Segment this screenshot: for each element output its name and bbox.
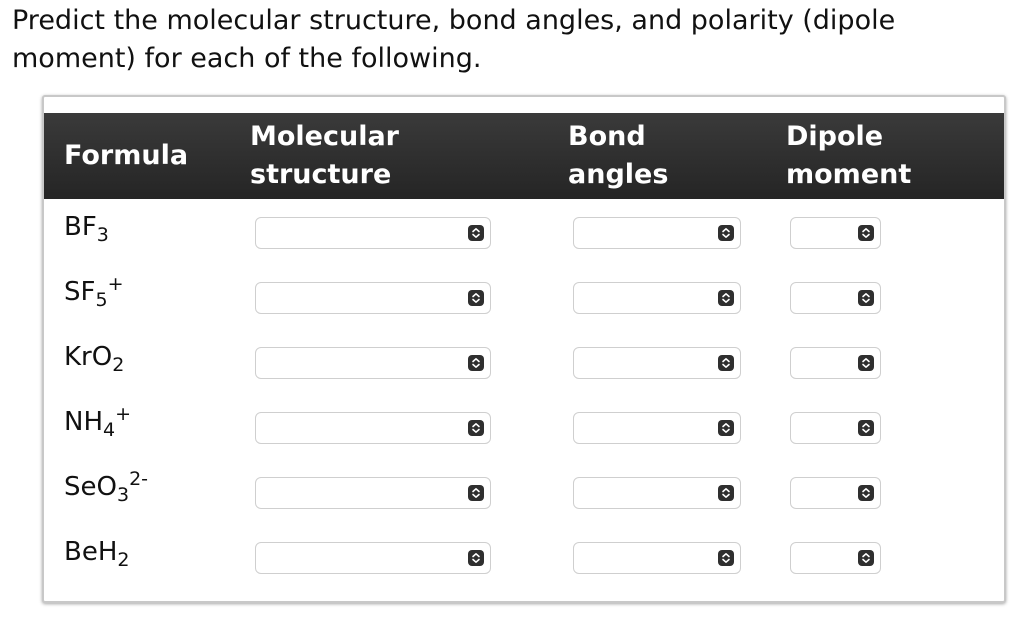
- formula-cell: [64, 333, 124, 381]
- up-down-chevron-icon: [718, 420, 734, 436]
- table-row: [44, 333, 1004, 398]
- formula-superscript: 2-: [129, 468, 149, 490]
- table-row: [44, 463, 1004, 528]
- header-dipole-line-1: Dipole: [786, 121, 884, 152]
- up-down-chevron-icon: [718, 290, 734, 306]
- table-row: [44, 268, 1004, 333]
- formula-cell: [64, 528, 129, 576]
- up-down-chevron-icon: [468, 485, 484, 501]
- header-molecular-structure: [250, 118, 399, 194]
- bond-angles-select[interactable]: [573, 347, 741, 379]
- formula-base: BeH: [64, 537, 118, 567]
- formula-subscript: 3: [96, 224, 109, 246]
- up-down-chevron-icon: [468, 420, 484, 436]
- dipole-moment-select[interactable]: [790, 282, 881, 314]
- molecular-structure-select[interactable]: [255, 217, 491, 249]
- formula-superscript: +: [107, 273, 124, 295]
- formula-base: SeO: [64, 472, 117, 502]
- up-down-chevron-icon: [858, 485, 874, 501]
- up-down-chevron-icon: [468, 550, 484, 566]
- up-down-chevron-icon: [858, 290, 874, 306]
- formula-subscript: 2: [112, 354, 125, 376]
- dipole-moment-select[interactable]: [790, 412, 881, 444]
- formula-subscript: 5: [95, 289, 108, 311]
- bond-angles-select[interactable]: [573, 282, 741, 314]
- up-down-chevron-icon: [858, 550, 874, 566]
- header-dipole-line-2: moment: [786, 159, 912, 190]
- header-structure-line-2: structure: [250, 159, 392, 190]
- dipole-moment-select[interactable]: [790, 347, 881, 379]
- formula-subscript: 3: [116, 484, 130, 506]
- dipole-moment-select[interactable]: [790, 542, 881, 574]
- formula-cell: [64, 203, 109, 251]
- header-angles-line-1: Bond: [568, 121, 646, 152]
- table-row: [44, 203, 1004, 268]
- up-down-chevron-icon: [718, 485, 734, 501]
- bond-angles-select[interactable]: [573, 412, 741, 444]
- up-down-chevron-icon: [858, 225, 874, 241]
- up-down-chevron-icon: [468, 355, 484, 371]
- formula-base: KrO: [64, 342, 113, 372]
- prompt-line-1: Predict the molecular structure, bond angles, and polarity (dipole: [12, 5, 896, 36]
- question-prompt: [12, 2, 1002, 78]
- table-header: [44, 113, 1004, 199]
- bond-angles-select[interactable]: [573, 217, 741, 249]
- dipole-moment-select[interactable]: [790, 477, 881, 509]
- header-formula: Formula: [64, 140, 189, 171]
- header-angles-line-2: angles: [568, 159, 669, 190]
- up-down-chevron-icon: [718, 225, 734, 241]
- formula-base: SF: [64, 277, 96, 307]
- table-row: [44, 528, 1004, 593]
- formula-superscript: +: [115, 403, 132, 425]
- up-down-chevron-icon: [718, 355, 734, 371]
- molecular-structure-select[interactable]: [255, 347, 491, 379]
- formula-cell: [64, 268, 123, 316]
- prompt-line-2: moment) for each of the following.: [12, 43, 482, 74]
- answer-table-panel: [42, 95, 1006, 603]
- formula-cell: [64, 398, 131, 446]
- dipole-moment-select[interactable]: [790, 217, 881, 249]
- formula-base: BF: [64, 212, 97, 242]
- up-down-chevron-icon: [718, 550, 734, 566]
- molecular-structure-select[interactable]: [255, 477, 491, 509]
- molecular-structure-select[interactable]: [255, 542, 491, 574]
- header-bond-angles: [568, 118, 668, 194]
- bond-angles-select[interactable]: [573, 477, 741, 509]
- up-down-chevron-icon: [858, 420, 874, 436]
- formula-cell: [64, 463, 148, 511]
- up-down-chevron-icon: [468, 290, 484, 306]
- header-structure-line-1: Molecular: [250, 121, 400, 152]
- up-down-chevron-icon: [858, 355, 874, 371]
- formula-subscript: 4: [103, 419, 116, 441]
- header-dipole-moment: [786, 118, 911, 194]
- up-down-chevron-icon: [468, 225, 484, 241]
- molecular-structure-select[interactable]: [255, 282, 491, 314]
- formula-base: NH: [64, 407, 103, 437]
- molecular-structure-select[interactable]: [255, 412, 491, 444]
- formula-subscript: 2: [117, 549, 130, 571]
- bond-angles-select[interactable]: [573, 542, 741, 574]
- table-row: [44, 398, 1004, 463]
